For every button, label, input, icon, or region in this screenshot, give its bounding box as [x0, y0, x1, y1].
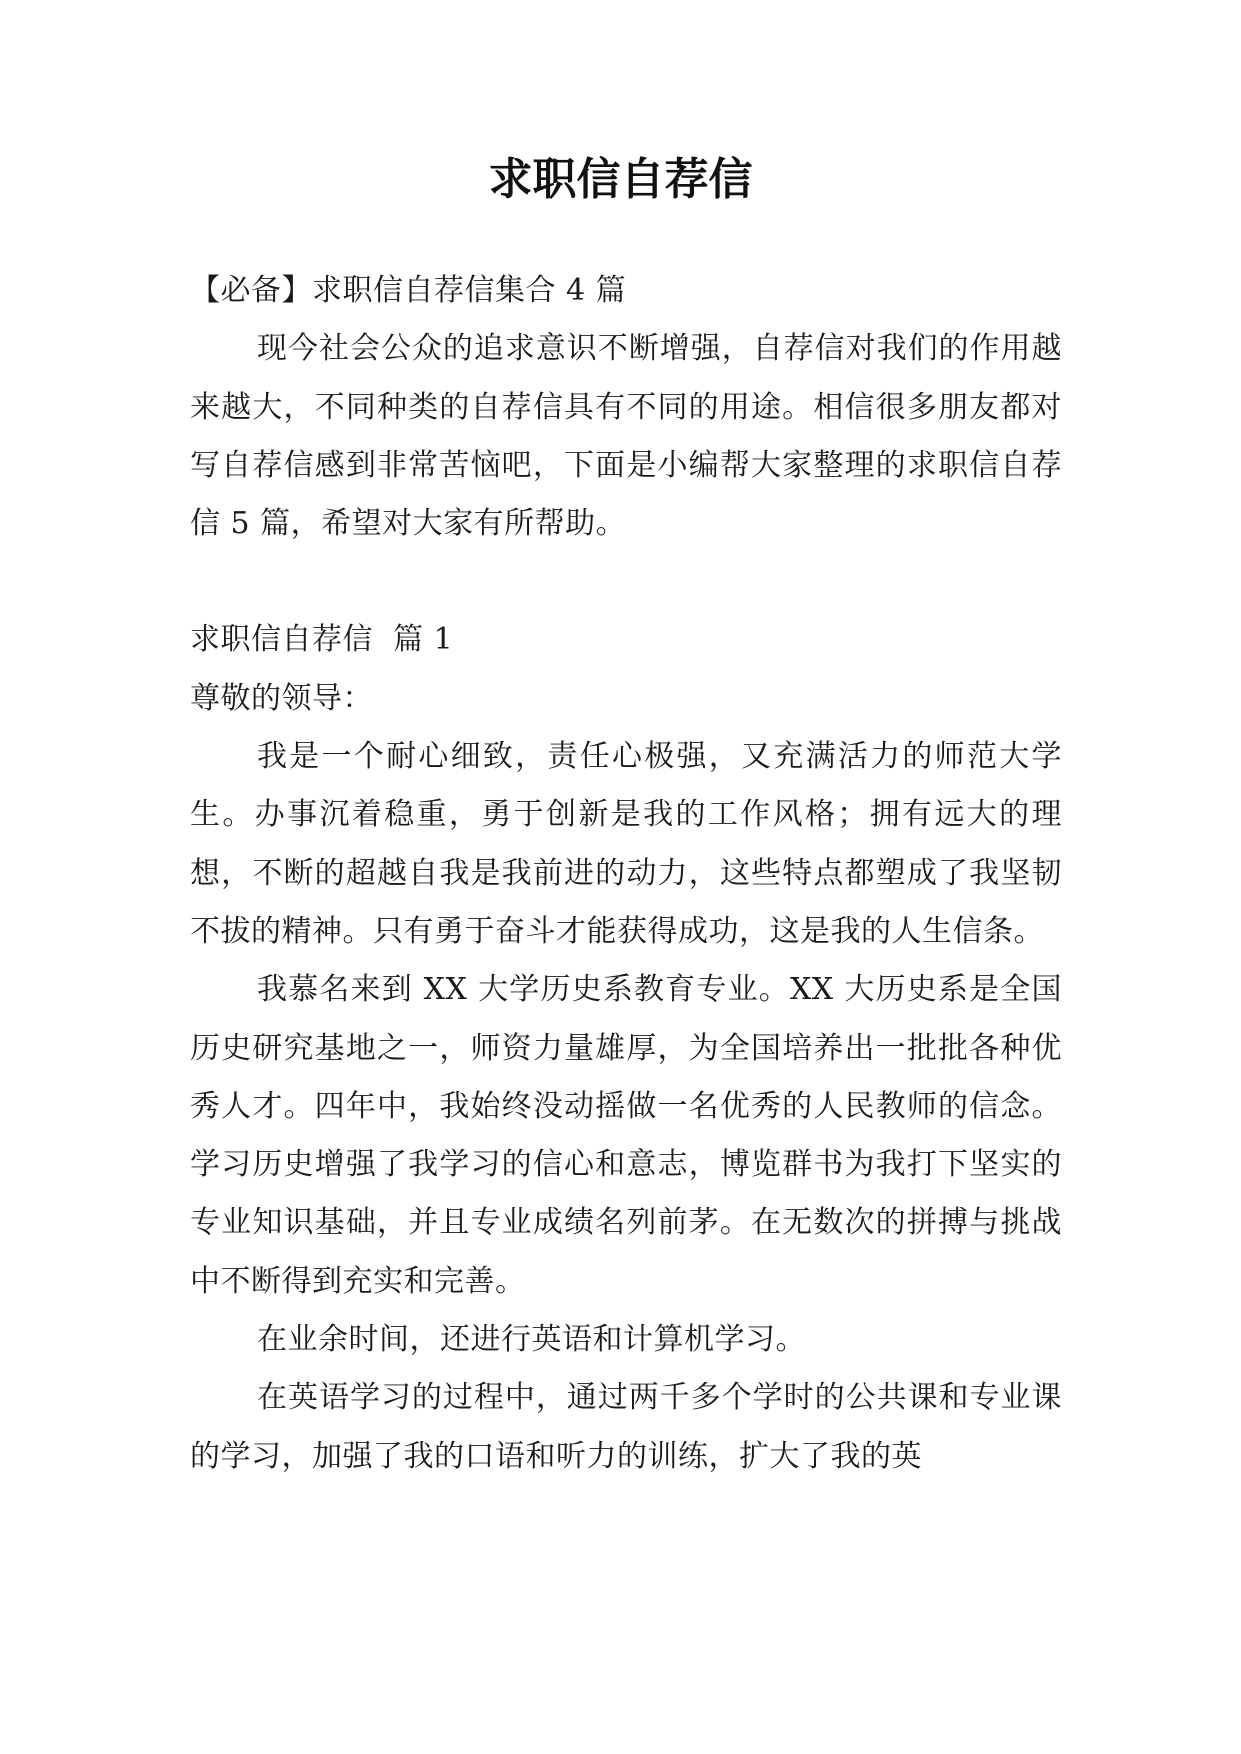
- section-heading: 求职信自荐信 篇 1: [190, 622, 454, 658]
- body-paragraph: 在业余时间，还进行英语和计算机学习。: [257, 1322, 806, 1358]
- subtitle-line: 【必备】求职信自荐信集合 4 篇: [190, 273, 627, 308]
- body-paragraph: 我是一个耐心细致，责任心极强，又充满活力的师范大学生。办事沉着稳重，勇于创新是我的工作风格；拥有远大的理想，不断的超越自我是我前进的动力，这些特点都塑成了我坚韧不拔的精神。只有勇于奋斗才能获得成功，这是我的人生信条。: [190, 739, 1062, 949]
- salutation: 尊敬的领导：: [190, 680, 373, 716]
- body-paragraph: 我慕名来到 XX 大学历史系教育专业。XX 大历史系是全国历史研究基地之一，师资力量雄厚，为全国培养出一批批各种优秀人才。四年中，我始终没动摇做一名优秀的人民教师的信念。学习历史增强了我学习的信心和意志，博览群书为我打下坚实的专业知识基础，并且专业成绩名列前茅。在无数次的拼搏与挑战中不断得到充实和完善。: [190, 972, 1062, 1299]
- document-title: 求职信自荐信: [488, 154, 753, 205]
- body-paragraph: 在英语学习的过程中，通过两千多个学时的公共课和专业课的学习，加强了我的口语和听力的训练，扩大了我的英: [190, 1380, 1062, 1474]
- spacer: [190, 553, 1062, 611]
- document-body: [190, 262, 1062, 1486]
- intro-paragraph: 现今社会公众的追求意识不断增强，自荐信对我们的作用越来越大，不同种类的自荐信具有不同的用途。相信很多朋友都对写自荐信感到非常苦恼吧，下面是小编帮大家整理的求职信自荐信 5 篇，希望对大家有所帮助。: [190, 331, 1062, 542]
